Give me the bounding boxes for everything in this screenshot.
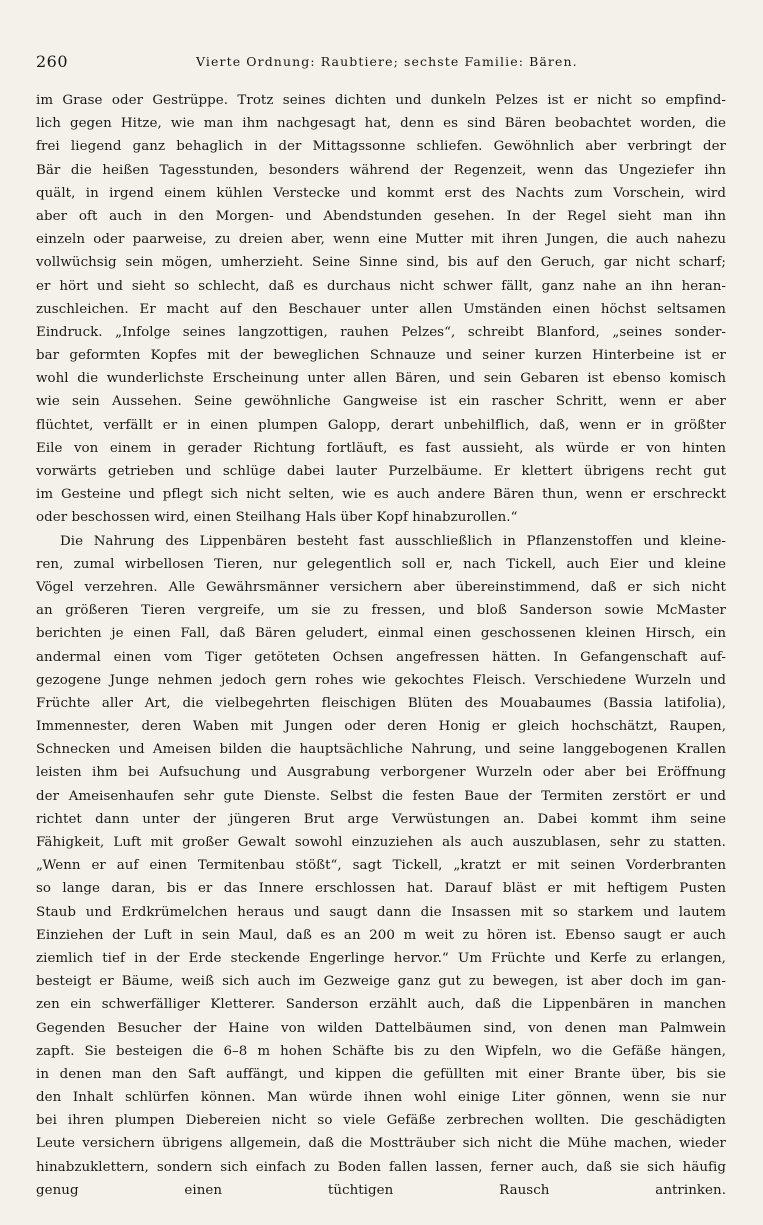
text-line: bar geformten Kopfes mit der beweglichen Schnauze und seiner kurzen Hinterbeine ist er <box>36 348 726 364</box>
page-header <box>36 52 726 74</box>
text-line: wohl die wunderlichste Erscheinung unter allen Bären, und sein Gebaren ist ebenso komisch <box>36 371 726 387</box>
text-line: richtet dann unter der jüngeren Brut arge Verwüstungen an. Dabei kommt ihm seine <box>36 811 726 827</box>
body-text <box>36 89 726 1225</box>
text-line: einzeln oder paarweise, zu dreien aber, wenn eine Mutter mit ihren Jungen, die auch nahezu <box>36 232 726 248</box>
text-line: zen ein schwerfälliger Kletterer. Sanderson erzählt auch, daß die Lippenbären in manchen <box>36 997 726 1013</box>
text-line: Eile von einem in gerader Richtung fortläuft, es fast aussieht, als würde er von hinten <box>36 440 726 456</box>
text-line: Fähigkeit, Luft mit großer Gewalt sowohl einzuziehen als auch auszublasen, sehr zu statten. <box>36 835 726 850</box>
text-line: vorwärts getrieben und schlüge dabei lauter Purzelbäume. Er klettert übrigens recht gut <box>36 464 726 479</box>
paragraph-end-line: oder beschossen wird, einen Steilhang Hals über Kopf hinabzurollen.“ <box>36 510 518 526</box>
text-line: Früchte aller Art, die vielbegehrten fleischigen Blüten des Mouabaumes (Bassia latifolia), <box>36 695 726 711</box>
text-line: frei liegend ganz behaglich in der Mittagssonne schliefen. Gewöhnlich aber verbringt der <box>36 139 726 155</box>
text-line: aber oft auch in den Morgen- und Abendstunden gesehen. In der Regel sieht man ihn <box>36 208 726 224</box>
text-line: flüchtet, verfällt er in einen plumpen Galopp, derart unbehilflich, daß, wenn er in größter <box>36 417 726 433</box>
paragraph-start-line: Die Nahrung des Lippenbären besteht fast ausschließlich in Pflanzenstoffen und kleine- <box>60 533 726 549</box>
text-line: Gegenden Besucher der Haine von wilden Dattelbäumen sind, von denen man Palmwein <box>36 1020 726 1036</box>
text-line: besteigt er Bäume, weiß sich auch im Gezweige ganz gut zu bewegen, ist aber doch im gan- <box>36 974 726 990</box>
text-line: er hört und sieht so schlecht, daß es durchaus nicht schwer fällt, ganz nahe an ihn heran- <box>36 278 726 294</box>
text-line: ziemlich tief in der Erde steckende Engerlinge hervor.“ Um Früchte und Kerfe zu erlangen, <box>36 950 726 966</box>
text-line: Immennester, deren Waben mit Jungen oder deren Honig er gleich hochschätzt, Raupen, <box>36 719 726 735</box>
text-line: Leute versichern übrigens allgemein, daß die Mostträuber sich nicht die Mühe machen, wieder <box>36 1136 726 1152</box>
running-head: Vierte Ordnung: Raubtiere; sechste Familie: Bären. <box>196 54 578 69</box>
text-line: genug einen tüchtigen Rausch antrinken. <box>36 1182 726 1198</box>
text-line: im Gesteine und pflegt sich nicht selten, wie es auch andere Bären thun, wenn er erschreckt <box>36 487 726 503</box>
text-line: bei ihren plumpen Diebereien nicht so viele Gefäße zerbrechen wollten. Die geschädigten <box>36 1113 726 1129</box>
paragraph-end-line <box>36 1202 726 1225</box>
text-line: andermal einen vom Tiger getöteten Ochsen angefressen hätten. In Gefangenschaft auf- <box>36 649 726 665</box>
text-line: Staub und Erdkrümelchen heraus und saugt dann die Insassen mit so starkem und lautem <box>36 904 726 920</box>
text-line: vollwüchsig sein mögen, umherzieht. Seine Sinne sind, bis auf den Geruch, gar nicht scharf; <box>36 255 726 271</box>
text-line: Eindruck. „Infolge seines langzottigen, rauhen Pelzes“, schreibt Blanford, „seines sonder- <box>36 324 726 340</box>
text-line: lich gegen Hitze, wie man ihm nachgesagt hat, denn es sind Bären beobachtet worden, die <box>36 116 726 132</box>
text-line: zapft. Sie besteigen die 6–8 m hohen Schäfte bis zu den Wipfeln, wo die Gefäße hängen, <box>36 1043 726 1059</box>
text-line: Schnecken und Ameisen bilden die hauptsächliche Nahrung, und seine langgebogenen Krallen <box>36 742 726 758</box>
text-line: Einziehen der Luft in sein Maul, daß es an 200 m weit zu hören ist. Ebenso saugt er auch <box>36 927 726 943</box>
text-line: in denen man den Saft auffängt, und kippen die gefüllten mit einer Brante über, bis sie <box>36 1066 726 1082</box>
text-line: zuschleichen. Er macht auf den Beschauer unter allen Umständen einen höchst seltsamen <box>36 301 726 317</box>
text-line: gezogene Junge nehmen jedoch gern rohes wie gekochtes Fleisch. Verschiedene Wurzeln und <box>36 672 726 688</box>
text-line: den Inhalt schlürfen können. Man würde ihnen wohl einige Liter gönnen, wenn sie nur <box>36 1090 726 1106</box>
text-line: quält, in irgend einem kühlen Verstecke und kommt erst des Nachts zum Vorschein, wird <box>36 185 726 201</box>
text-line: Bär die heißen Tagesstunden, besonders während der Regenzeit, wenn das Ungeziefer ihn <box>36 162 726 178</box>
text-line: hinabzuklettern, sondern sich einfach zu Boden fallen lassen, ferner auch, daß sie sich häufig <box>36 1159 726 1175</box>
text-line: wie sein Aussehen. Seine gewöhnliche Gangweise ist ein rascher Schritt, wenn er aber <box>36 394 726 410</box>
text-line: ren, zumal wirbellosen Tieren, nur gelegentlich soll er, nach Tickell, auch Eier und kleine <box>36 556 726 572</box>
text-line: an größeren Tieren vergreife, um sie zu fressen, und bloß Sanderson sowie McMaster <box>36 603 726 619</box>
text-line: berichten je einen Fall, daß Bären geludert, einmal einen geschossenen kleinen Hirsch, ein <box>36 626 726 642</box>
text-line: im Grase oder Gestrüppe. Trotz seines dichten und dunkeln Pelzes ist er nicht so empfind- <box>36 93 726 108</box>
text-line: so lange daran, bis er das Innere erschlossen hat. Darauf bläst er mit heftigem Pusten <box>36 881 726 897</box>
text-line: Vögel verzehren. Alle Gewährsmänner versichern aber übereinstimmend, daß er sich nicht <box>36 579 726 595</box>
text-line: leisten ihm bei Aufsuchung und Ausgrabung verborgener Wurzeln oder aber bei Eröffnung <box>36 765 726 781</box>
page-number: 260 <box>36 52 69 71</box>
text-line: „Wenn er auf einen Termitenbau stößt“, sagt Tickell, „kratzt er mit seinen Vorderbranten <box>36 858 726 874</box>
text-line: der Ameisenhaufen sehr gute Dienste. Selbst die festen Baue der Termiten zerstört er und <box>36 788 726 804</box>
